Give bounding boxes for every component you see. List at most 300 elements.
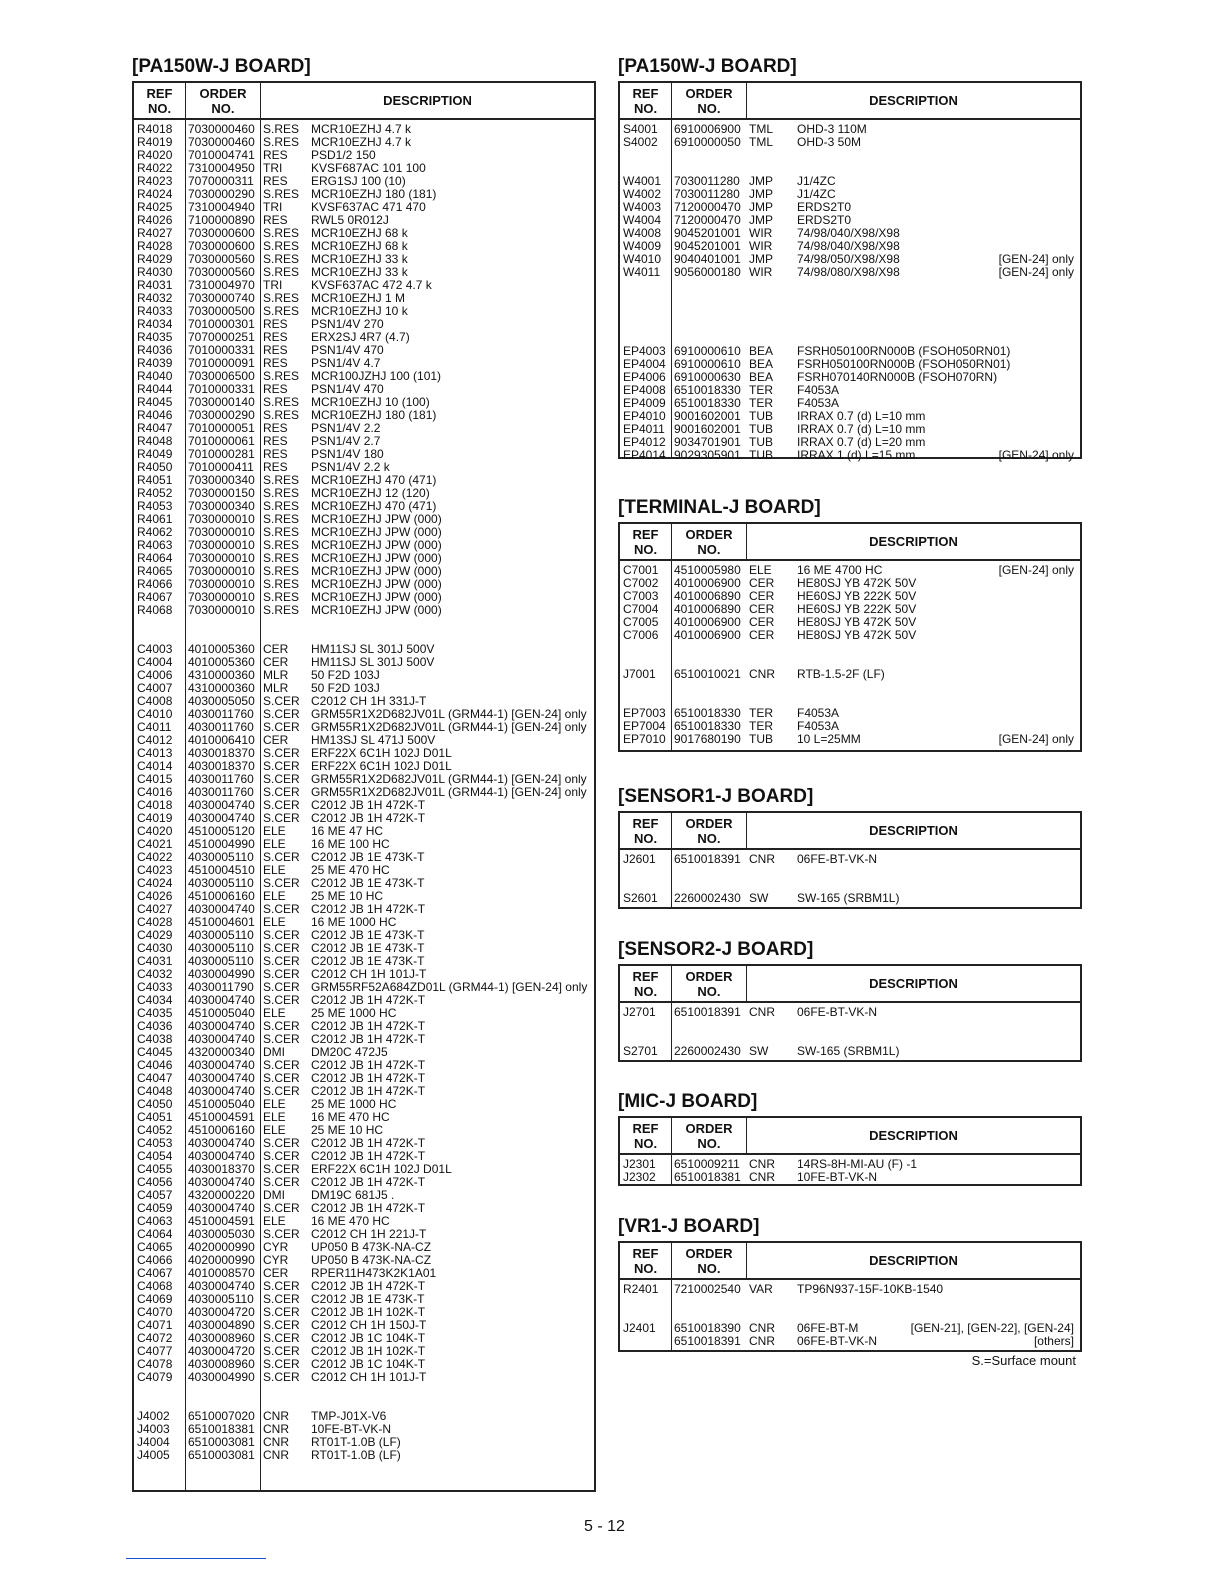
ref-cell: J2301 — [623, 1157, 656, 1171]
description-text: 16 ME 470 HC — [311, 1214, 390, 1228]
description-text: 16 ME 4700 HC — [797, 563, 883, 577]
description-text: PSN1/4V 180 — [311, 447, 384, 461]
type-cell: RES — [263, 330, 288, 344]
order-cell: 4030004990 — [188, 967, 255, 981]
table-rows — [134, 120, 594, 1462]
type-cell: BEA — [749, 370, 774, 384]
ref-cell: C4003 — [137, 642, 173, 656]
order-cell: 4510004591 — [188, 1110, 255, 1124]
pa150w-right-section — [618, 56, 1082, 462]
table-row — [620, 892, 1080, 905]
order-cell: 7030000010 — [188, 538, 255, 552]
description-note: [GEN-21], [GEN-22], [GEN-24] — [910, 1321, 1074, 1335]
description-text: SW-165 (SRBM1L) — [797, 891, 900, 905]
ref-cell: EP7003 — [623, 706, 666, 720]
description-text: RPER11H473K2K1A01 — [311, 1266, 437, 1280]
description-cell — [797, 1283, 1080, 1296]
order-cell: 4010006410 — [188, 733, 255, 747]
description-note: [GEN-24] only — [998, 563, 1074, 577]
description-text: 74/98/040/X98/X98 — [797, 239, 900, 253]
ref-cell: J7001 — [623, 667, 656, 681]
type-cell: WIR — [749, 265, 773, 279]
description-cell — [797, 707, 1080, 720]
ref-cell: C4004 — [137, 655, 173, 669]
table-row — [620, 1171, 1080, 1184]
order-cell: 6510010021 — [674, 667, 741, 681]
ref-cell: R4019 — [137, 135, 173, 149]
table-row — [620, 449, 1080, 462]
header-ref: REF NO. — [620, 813, 672, 848]
order-cell: 7030000560 — [188, 252, 255, 266]
ref-cell: R4024 — [137, 187, 173, 201]
table-body — [620, 1155, 1080, 1184]
order-cell: 4030005110 — [188, 941, 254, 955]
type-cell: S.CER — [263, 1370, 300, 1384]
ref-cell: C4023 — [137, 863, 173, 877]
description-text: GRM55R1X2D682JV01L (GRM44-1) [GEN-24] only — [311, 707, 587, 721]
type-cell: CNR — [263, 1435, 289, 1449]
description-text: MCR10EZHJ 470 (471) — [311, 499, 437, 513]
description-text: UP050 B 473K-NA-CZ — [311, 1240, 432, 1254]
description-text: HM11SJ SL 301J 500V — [311, 655, 435, 669]
type-cell: TUB — [749, 435, 773, 449]
ref-cell: C4071 — [137, 1318, 173, 1332]
order-cell: 4030011760 — [188, 707, 254, 721]
row-group — [620, 123, 1080, 149]
table-body — [620, 120, 1080, 462]
order-cell: 4030004740 — [188, 1201, 255, 1215]
ref-cell: J4004 — [137, 1435, 170, 1449]
order-cell: 4510005980 — [674, 563, 741, 577]
type-cell: CNR — [263, 1409, 289, 1423]
order-cell: 6510018330 — [674, 719, 741, 733]
sensor1-section — [618, 786, 1082, 909]
ref-cell: C4047 — [137, 1071, 173, 1085]
description-text: IRRAX 0.7 (d) L=20 mm — [797, 435, 926, 449]
ref-cell: EP4011 — [623, 422, 665, 436]
ref-cell: EP4009 — [623, 396, 666, 410]
type-cell: S.RES — [263, 551, 300, 565]
order-cell: 4030005110 — [188, 876, 254, 890]
order-cell: 4030004740 — [188, 1071, 255, 1085]
ref-cell: W4002 — [623, 187, 662, 201]
ref-cell: C4015 — [137, 772, 173, 786]
header-order: ORDER NO. — [672, 83, 747, 118]
type-cell: CNR — [749, 667, 775, 681]
ref-cell: R4018 — [137, 122, 173, 136]
type-cell: CER — [749, 602, 775, 616]
description-text: C2012 JB 1H 472K-T — [311, 1201, 426, 1215]
row-group — [134, 1410, 594, 1462]
description-text: PSN1/4V 2.2 k — [311, 460, 390, 474]
order-cell: 7010004741 — [188, 148, 255, 162]
order-cell: 4030005050 — [188, 694, 255, 708]
order-cell: 4030004740 — [188, 1279, 255, 1293]
header-description: DESCRIPTION — [869, 534, 958, 549]
order-cell: 4030011760 — [188, 772, 254, 786]
order-cell: 7210002540 — [674, 1282, 741, 1296]
table-row — [620, 853, 1080, 866]
order-cell: 4030008960 — [188, 1357, 255, 1371]
description-text: MCR10EZHJ 68 k — [311, 226, 408, 240]
order-cell: 4030018370 — [188, 746, 255, 760]
order-cell: 4010006900 — [674, 576, 741, 590]
ref-cell: EP4008 — [623, 383, 666, 397]
type-cell: S.CER — [263, 1279, 300, 1293]
description-note: [GEN-24] only — [998, 732, 1074, 746]
ref-cell: EP7010 — [623, 732, 666, 746]
type-cell: S.RES — [263, 122, 300, 136]
description-text: IRRAX 0.7 (d) L=10 mm — [797, 422, 926, 436]
type-cell: ELE — [263, 915, 286, 929]
ref-cell: R4048 — [137, 434, 173, 448]
order-cell: 6910000610 — [674, 344, 741, 358]
order-cell: 7030000340 — [188, 473, 255, 487]
section-title: [PA150W-J BOARD] — [132, 56, 311, 77]
ref-cell: R4051 — [137, 473, 173, 487]
description-cell — [797, 175, 1080, 188]
description-text: 06FE-BT-VK-N — [797, 1005, 878, 1019]
description-text: C2012 JB 1H 472K-T — [311, 1032, 426, 1046]
ref-cell: J4005 — [137, 1448, 170, 1462]
description-text: MCR10EZHJ 180 (181) — [311, 408, 437, 422]
type-cell: CNR — [749, 1334, 775, 1348]
parts-table — [618, 964, 1082, 1062]
order-cell: 7030000600 — [188, 226, 255, 240]
ref-cell: C7002 — [623, 576, 659, 590]
table-row — [620, 629, 1080, 642]
description-text: C2012 JB 1H 102K-T — [311, 1344, 426, 1358]
ref-cell: J4003 — [137, 1422, 170, 1436]
order-cell: 7030000290 — [188, 187, 255, 201]
type-cell: RES — [263, 447, 288, 461]
order-cell: 6910000610 — [674, 357, 741, 371]
type-cell: S.CER — [263, 759, 300, 773]
order-cell: 4030005110 — [188, 954, 254, 968]
order-cell: 7030000740 — [188, 291, 255, 305]
page-number: 5 - 12 — [584, 1518, 625, 1535]
description-text: 74/98/080/X98/X98 — [797, 265, 900, 279]
ref-cell: R4047 — [137, 421, 173, 435]
ref-cell: EP4006 — [623, 370, 666, 384]
order-cell: 7030000010 — [188, 603, 255, 617]
header-description: DESCRIPTION — [869, 1128, 958, 1143]
section-title: [SENSOR2-J BOARD] — [618, 939, 814, 960]
ref-cell: R4063 — [137, 538, 173, 552]
ref-cell: W4010 — [623, 252, 662, 266]
ref-cell: R4022 — [137, 161, 173, 175]
order-cell: 4510005120 — [188, 824, 255, 838]
description-cell — [797, 449, 1080, 462]
order-cell: 6510018330 — [674, 383, 741, 397]
type-cell: CNR — [749, 1321, 775, 1335]
description-text: KVSF637AC 471 470 — [311, 200, 426, 214]
header-description: DESCRIPTION — [869, 93, 958, 108]
order-cell: 6910000050 — [674, 135, 741, 149]
description-text: C2012 CH 1H 101J-T — [311, 1370, 427, 1384]
description-text: DM19C 681J5 . — [311, 1188, 395, 1202]
type-cell: S.RES — [263, 499, 300, 513]
header-ref: REF NO. — [620, 524, 672, 559]
type-cell: MLR — [263, 681, 289, 695]
order-cell: 4510004601 — [188, 915, 255, 929]
order-cell: 6510018391 — [674, 1334, 741, 1348]
description-text: GRM55R1X2D682JV01L (GRM44-1) [GEN-24] only — [311, 785, 587, 799]
type-cell: RES — [263, 343, 288, 357]
description-text: 25 ME 1000 HC — [311, 1097, 397, 1111]
table-row — [620, 1006, 1080, 1019]
description-text: C2012 JB 1E 473K-T — [311, 941, 425, 955]
description-text: F4053A — [797, 396, 840, 410]
type-cell: S.CER — [263, 941, 300, 955]
type-cell: S.CER — [263, 1162, 300, 1176]
description-text: FSRH050100RN000B (FSOH050RN01) — [797, 344, 1011, 358]
ref-cell: C4022 — [137, 850, 173, 864]
type-cell: ELE — [263, 889, 286, 903]
row-group — [620, 1006, 1080, 1019]
order-cell: 7310004950 — [188, 161, 255, 175]
ref-cell: C4045 — [137, 1045, 173, 1059]
type-cell: DMI — [263, 1045, 285, 1059]
description-note: [GEN-24] only — [998, 448, 1074, 462]
order-cell: 7010000091 — [188, 356, 255, 370]
description-text: MCR10EZHJ JPW (000) — [311, 564, 442, 578]
ref-cell: S2601 — [623, 891, 658, 905]
order-cell: 7030006500 — [188, 369, 255, 383]
description-text: RTB-1.5-2F (LF) — [797, 667, 885, 681]
description-cell — [797, 892, 1080, 905]
description-text: PSN1/4V 2.7 — [311, 434, 381, 448]
order-cell: 6510007020 — [188, 1409, 255, 1423]
description-text: FSRH050100RN000B (FSOH050RN01) — [797, 357, 1011, 371]
header-description: DESCRIPTION — [869, 976, 958, 991]
description-text: C2012 JB 1H 472K-T — [311, 1149, 426, 1163]
type-cell: S.CER — [263, 980, 300, 994]
table-body — [620, 1280, 1080, 1350]
ref-cell: R4044 — [137, 382, 173, 396]
order-cell: 2260002430 — [674, 1044, 741, 1058]
type-cell: ELE — [263, 1006, 286, 1020]
ref-cell: C4054 — [137, 1149, 173, 1163]
order-cell: 7310004940 — [188, 200, 255, 214]
ref-cell: R4025 — [137, 200, 173, 214]
ref-cell: R2401 — [623, 1282, 659, 1296]
table-rows — [620, 120, 1080, 462]
type-cell: RES — [263, 460, 288, 474]
description-text: HE60SJ YB 222K 50V — [797, 602, 917, 616]
ref-cell: C4034 — [137, 993, 173, 1007]
description-cell — [311, 1371, 594, 1384]
ref-cell: C4064 — [137, 1227, 173, 1241]
description-text: 25 ME 10 HC — [311, 1123, 384, 1137]
ref-cell: R4053 — [137, 499, 173, 513]
type-cell: TER — [749, 383, 773, 397]
description-text: MCR10EZHJ 33 k — [311, 265, 408, 279]
type-cell: S.RES — [263, 473, 300, 487]
header-order: ORDER NO. — [672, 1243, 747, 1278]
description-text: 10FE-BT-VK-N — [311, 1422, 392, 1436]
order-cell: 4010008570 — [188, 1266, 255, 1280]
header-description: DESCRIPTION — [383, 93, 472, 108]
ref-cell: C4079 — [137, 1370, 173, 1384]
order-cell: 4510004990 — [188, 837, 255, 851]
type-cell: TER — [749, 719, 773, 733]
table-header — [620, 83, 1080, 120]
ref-cell: R4026 — [137, 213, 173, 227]
ref-cell: C7004 — [623, 602, 659, 616]
description-text: 06FE-BT-VK-N — [797, 852, 878, 866]
order-cell: 7030000140 — [188, 395, 255, 409]
table-row — [620, 733, 1080, 746]
ref-cell: C4057 — [137, 1188, 173, 1202]
type-cell: S.CER — [263, 694, 300, 708]
header-order: ORDER NO. — [672, 1118, 747, 1153]
type-cell: S.RES — [263, 408, 300, 422]
description-text: 06FE-BT-M — [797, 1321, 859, 1335]
type-cell: S.CER — [263, 1149, 300, 1163]
description-text: MCR10EZHJ JPW (000) — [311, 512, 442, 526]
type-cell: CNR — [749, 1170, 775, 1184]
ref-cell: S4002 — [623, 135, 658, 149]
order-cell: 9017680190 — [674, 732, 741, 746]
ref-cell: C4056 — [137, 1175, 173, 1189]
ref-cell: EP4003 — [623, 344, 666, 358]
type-cell: S.RES — [263, 395, 300, 409]
type-cell: JMP — [749, 252, 773, 266]
order-cell: 7030000460 — [188, 122, 255, 136]
description-text: RT01T-1.0B (LF) — [311, 1448, 401, 1462]
type-cell: DMI — [263, 1188, 285, 1202]
order-cell: 4030004740 — [188, 1175, 255, 1189]
table-row — [620, 1335, 1080, 1348]
ref-cell: R4034 — [137, 317, 173, 331]
description-text: HE80SJ YB 472K 50V — [797, 576, 917, 590]
order-cell: 7120000470 — [674, 200, 741, 214]
order-cell: 4030005110 — [188, 850, 254, 864]
ref-cell: C4046 — [137, 1058, 173, 1072]
description-note: [others] — [1033, 1334, 1074, 1348]
description-text: C2012 JB 1C 104K-T — [311, 1331, 426, 1345]
ref-cell: C4012 — [137, 733, 173, 747]
description-cell — [311, 1449, 594, 1462]
row-group — [620, 564, 1080, 642]
type-cell: TRI — [263, 200, 283, 214]
order-cell: 4010005360 — [188, 642, 255, 656]
type-cell: ELE — [263, 837, 286, 851]
type-cell: S.CER — [263, 1344, 300, 1358]
ref-cell: R4027 — [137, 226, 173, 240]
ref-cell — [620, 1335, 672, 1348]
ref-cell: R4067 — [137, 590, 173, 604]
ref-cell: W4001 — [623, 174, 662, 188]
description-text: IRRAX 0.7 (d) L=10 mm — [797, 409, 926, 423]
order-cell: 4010006890 — [674, 602, 741, 616]
order-cell: 9056000180 — [674, 265, 741, 279]
header-ref: REF NO. — [620, 966, 672, 1001]
ref-cell: C4077 — [137, 1344, 173, 1358]
type-cell: S.RES — [263, 538, 300, 552]
description-text: C2012 JB 1E 473K-T — [311, 850, 425, 864]
type-cell: S.RES — [263, 369, 300, 383]
description-text: MCR10EZHJ JPW (000) — [311, 577, 442, 591]
ref-cell: EP4004 — [623, 357, 666, 371]
type-cell: S.CER — [263, 1058, 300, 1072]
ref-cell: C4067 — [137, 1266, 173, 1280]
type-cell: ELE — [263, 1123, 286, 1137]
description-text: 16 ME 1000 HC — [311, 915, 397, 929]
type-cell: CER — [263, 733, 289, 747]
type-cell: S.CER — [263, 1175, 300, 1189]
description-text: HM11SJ SL 301J 500V — [311, 642, 435, 656]
table-row — [620, 266, 1080, 279]
order-cell: 4030005110 — [188, 1292, 254, 1306]
description-note: [GEN-24] only — [998, 265, 1074, 279]
description-text: IRRAX 1 (d) L=15 mm — [797, 448, 916, 462]
order-cell: 7030000500 — [188, 304, 255, 318]
pa150w-left-section — [132, 56, 596, 1492]
type-cell: S.CER — [263, 993, 300, 1007]
order-cell: 7010000301 — [188, 317, 255, 331]
section-title: [VR1-J BOARD] — [618, 1216, 760, 1237]
type-cell: JMP — [749, 187, 773, 201]
row-group — [620, 1283, 1080, 1296]
order-cell: 4030004740 — [188, 798, 255, 812]
description-text: ERF22X 6C1H 102J D01L — [311, 1162, 452, 1176]
row-group — [134, 643, 594, 1384]
description-text: C2012 JB 1H 472K-T — [311, 811, 426, 825]
table-header — [620, 524, 1080, 561]
table-body — [620, 1003, 1080, 1060]
description-text: MCR10EZHJ JPW (000) — [311, 603, 442, 617]
ref-cell: R4020 — [137, 148, 173, 162]
order-cell: 4510006160 — [188, 889, 255, 903]
type-cell: S.RES — [263, 239, 300, 253]
ref-cell: W4008 — [623, 226, 662, 240]
ref-cell: C4052 — [137, 1123, 173, 1137]
type-cell: S.CER — [263, 772, 300, 786]
order-cell: 7010000331 — [188, 382, 255, 396]
order-cell: 4030011760 — [188, 785, 254, 799]
ref-cell: C4007 — [137, 681, 173, 695]
description-text: C2012 CH 1H 101J-T — [311, 967, 427, 981]
type-cell: S.CER — [263, 1084, 300, 1098]
description-text: 16 ME 100 HC — [311, 837, 390, 851]
ref-cell: EP7004 — [623, 719, 666, 733]
description-cell — [311, 604, 594, 617]
order-cell: 4030005110 — [188, 928, 254, 942]
order-cell: 6510018330 — [674, 706, 741, 720]
description-text: 25 ME 10 HC — [311, 889, 384, 903]
order-cell: 4030008960 — [188, 1331, 255, 1345]
order-cell: 4030004740 — [188, 993, 255, 1007]
order-cell: 4030004890 — [188, 1318, 255, 1332]
order-cell: 4030004740 — [188, 1149, 255, 1163]
section-title: [MIC-J BOARD] — [618, 1091, 758, 1112]
type-cell: S.CER — [263, 1019, 300, 1033]
ref-cell: C7001 — [623, 563, 659, 577]
type-cell: TRI — [263, 161, 283, 175]
type-cell: S.CER — [263, 1357, 300, 1371]
ref-cell: R4062 — [137, 525, 173, 539]
type-cell: CER — [263, 642, 289, 656]
type-cell: RES — [263, 356, 288, 370]
parts-table — [618, 1116, 1082, 1186]
ref-cell: S4001 — [623, 122, 658, 136]
ref-cell: C4029 — [137, 928, 173, 942]
description-text: C2012 JB 1H 472K-T — [311, 798, 426, 812]
ref-cell: C4055 — [137, 1162, 173, 1176]
table-body — [134, 120, 594, 1490]
